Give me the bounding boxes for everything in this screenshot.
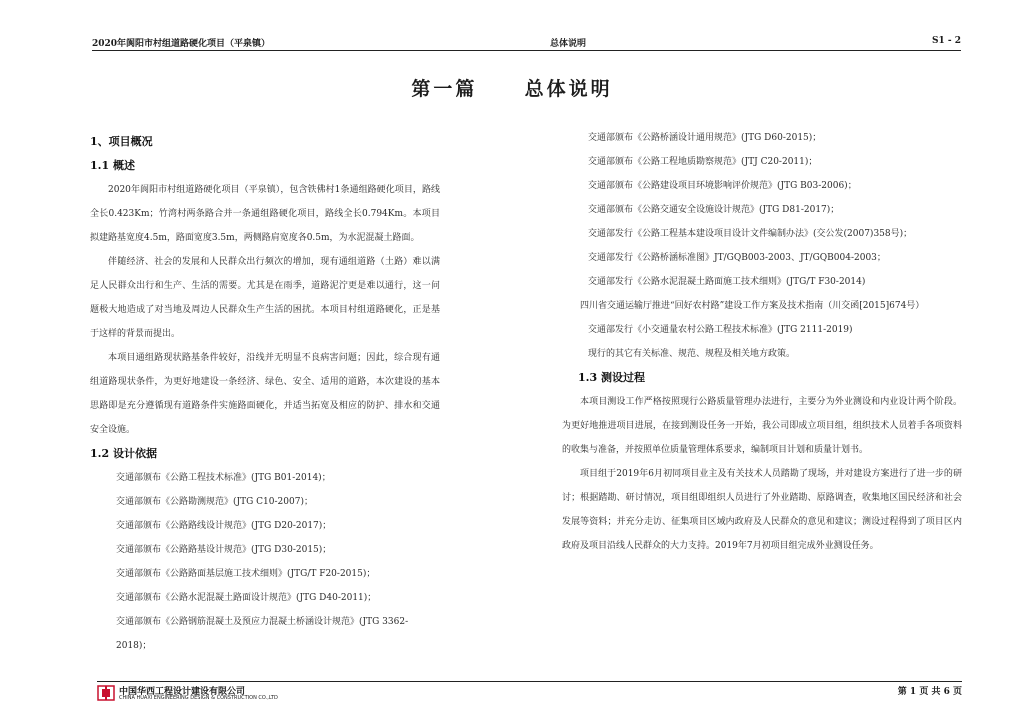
reference-item: 四川省交通运输厅推进“回好农村路”建设工作方案及技术指南（川交函[2015]674号） bbox=[580, 301, 925, 311]
paragraph: 本项目通组路现状路基条件较好，沿线并无明显不良病害问题；因此，综合现有通组道路现状条件，为更好地建设一条经济、绿色、安全、适用的道路，本次建设的基本思路即是充分遵循现有道路条件实施路面硬化，并适当拓宽及相应的防护、排水和交通安全设施。 bbox=[90, 353, 440, 435]
reference-item: 交通部颁布《公路交通安全设施设计规范》(JTG D81-2017)； bbox=[588, 205, 840, 215]
paragraph: 本项目测设工作严格按照现行公路质量管理办法进行，主要分为外业测设和内业设计两个阶段。为更好地推进项目进展，在接到测设任务一开始，我公司即成立项目组，组织技术人员着手各项资料的收集与准备，并按照单位质量管理体系要求，编制项目计划和质量计划书。 bbox=[562, 397, 962, 455]
reference-item: 交通部颁布《公路水泥混凝土路面设计规范》(JTG D40-2011)； bbox=[116, 593, 377, 603]
reference-item: 交通部发行《公路工程基本建设项目设计文件编制办法》(交公发(2007)358号)； bbox=[588, 229, 913, 239]
page-number: 第 1 页 共 6 页 bbox=[897, 687, 962, 697]
right-column bbox=[562, 130, 962, 558]
subsection-heading: 1.3 测设过程 bbox=[578, 371, 645, 384]
reference-item: 交通部颁布《公路工程技术标准》(JTG B01-2014)； bbox=[116, 473, 331, 483]
reference-item: 交通部颁布《公路勘测规范》(JTG C10-2007)； bbox=[116, 497, 313, 507]
company-name: 中国华西工程设计建设有限公司 bbox=[119, 687, 246, 697]
page-header bbox=[92, 33, 961, 49]
reference-item: 交通部颁布《公路路线设计规范》(JTG D20-2017)； bbox=[116, 521, 332, 531]
title-part: 第一篇 bbox=[411, 78, 478, 100]
company-name-en: CHINA HUAXI ENGINEERING DESIGN & CONSTRUCTION CO.,LTD bbox=[119, 695, 278, 701]
reference-item: 交通部颁布《公路桥涵设计通用规范》(JTG D60-2015)； bbox=[588, 133, 822, 143]
reference-item: 现行的其它有关标准、规范、规程及相关地方政策。 bbox=[588, 349, 796, 359]
paragraph: 项目组于2019年6月初同项目业主及有关技术人员踏勘了现场，并对建设方案进行了进一步的研讨；根据踏勘、研讨情况，项目组即组织人员进行了外业踏勘、原路调查，收集地区国民经济和社会发展等资料；并充分走访、征集项目区域内政府及人民群众的意见和建议；测设过程得到了项目区内政府及项目沿线人民群众的大力支持。2019年7月初项目组完成外业测设任务。 bbox=[562, 469, 962, 551]
header-section: 总体说明 bbox=[550, 39, 587, 49]
title-name: 总体说明 bbox=[524, 78, 613, 100]
reference-item: 交通部颁布《公路路面基层施工技术细则》(JTG/T F20-2015)； bbox=[116, 569, 376, 579]
paragraph: 伴随经济、社会的发展和人民群众出行频次的增加，现有通组道路（土路）难以满足人民群众出行和生产、生活的需要。尤其是在雨季，道路泥泞更是难以通行，这一问题极大地造成了对当地及周边人民群众生产生活的困扰。本项目村组道路硬化，正是基于这样的背景而提出。 bbox=[90, 257, 440, 339]
reference-item: 交通部发行《小交通量农村公路工程技术标准》(JTG 2111-2019) bbox=[588, 325, 853, 335]
header-project: 2020年阆阳市村组道路硬化项目（平泉镇） bbox=[92, 39, 271, 49]
reference-item: 交通部颁布《公路建设项目环境影响评价规范》(JTG B03-2006)； bbox=[588, 181, 857, 191]
subsection-heading: 1.2 设计依据 bbox=[90, 447, 157, 460]
header-divider bbox=[92, 50, 961, 51]
section-heading: 1、项目概况 bbox=[90, 135, 153, 148]
reference-item: 交通部颁布《公路路基设计规范》(JTG D30-2015)； bbox=[116, 545, 332, 555]
page-title bbox=[0, 74, 1024, 101]
footer-divider bbox=[97, 681, 962, 682]
reference-item: 交通部发行《公路水泥混凝土路面施工技术细则》(JTG/T F30-2014) bbox=[588, 277, 866, 287]
reference-item: 交通部发行《公路桥涵标准图》JT/GQB003-2003、JT/GQB004-2003； bbox=[588, 253, 886, 263]
left-column bbox=[90, 130, 440, 658]
page-footer bbox=[97, 681, 962, 703]
reference-item: 交通部颁布《公路工程地质勘察规范》(JTJ C20-2011)； bbox=[588, 157, 818, 167]
subsection-heading: 1.1 概述 bbox=[90, 159, 135, 172]
header-code: S1 - 2 bbox=[931, 36, 961, 46]
company-logo-icon bbox=[97, 685, 115, 701]
paragraph: 2020年阆阳市村组道路硬化项目（平泉镇），包含铁佛村1条通组路硬化项目，路线全长0.423Km；竹湾村两条路合并一条通组路硬化项目，路线全长0.794Km。本项目拟建路基宽度4.5m，路面宽度3.5m，两侧路肩宽度各0.5m，为水泥混凝土路面。 bbox=[90, 185, 440, 243]
reference-item: 交通部颁布《公路钢筋混凝土及预应力混凝土桥涵设计规范》(JTG 3362-2018)； bbox=[116, 617, 409, 651]
